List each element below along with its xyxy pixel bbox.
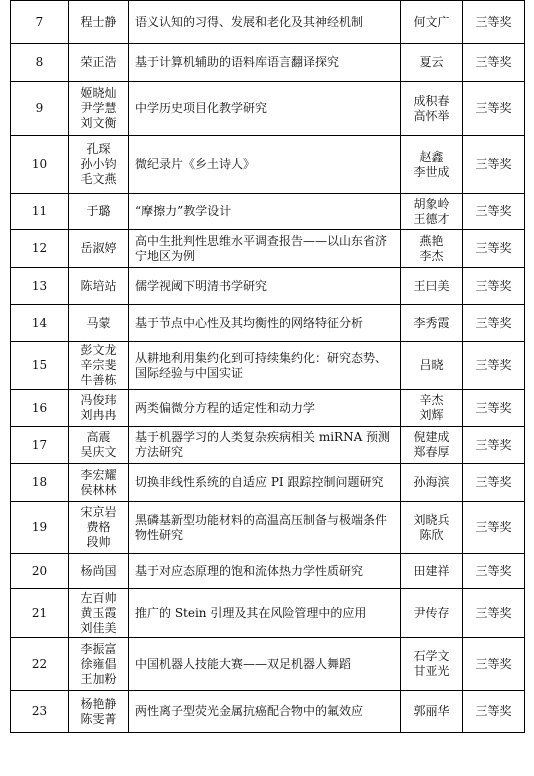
award-level: 三等奖 <box>463 305 525 342</box>
row-number: 14 <box>11 305 69 342</box>
student-name: 杨艳静 <box>80 696 117 711</box>
advisor-name: 石学文 <box>413 649 450 663</box>
table-row <box>11 427 525 464</box>
student-names-cell <box>69 342 129 390</box>
award-level: 三等奖 <box>463 268 525 305</box>
student-name: 徐雍倡 <box>80 656 117 671</box>
student-name: 马蒙 <box>86 315 111 330</box>
awards-table-body <box>11 1 525 733</box>
advisor-name: 李世成 <box>413 164 450 179</box>
project-title-cell <box>129 82 401 136</box>
advisor-names-cell <box>401 230 463 268</box>
award-level: 三等奖 <box>463 691 525 733</box>
student-name: 李宏耀 <box>80 467 117 482</box>
advisor-names-cell <box>401 390 463 427</box>
table-row <box>11 554 525 589</box>
row-number: 8 <box>11 44 69 82</box>
advisor-name: 李杰 <box>419 248 444 263</box>
project-title-cell <box>129 194 401 230</box>
advisor-name: 辛杰 <box>419 393 444 407</box>
student-name: 侯林林 <box>80 482 117 497</box>
advisor-name: 倪建成 <box>413 430 450 444</box>
project-title: 两性离子型荧光金属抗癌配合物中的氟效应 <box>135 704 364 718</box>
advisor-name: 何文广 <box>413 14 450 29</box>
award-level: 三等奖 <box>463 136 525 194</box>
advisor-names-cell <box>401 82 463 136</box>
advisor-names-cell <box>401 194 463 230</box>
project-title: 微纪录片《乡土诗人》 <box>135 157 256 171</box>
award-level: 三等奖 <box>463 1 525 44</box>
project-title-cell <box>129 390 401 427</box>
project-title-cell <box>129 342 401 390</box>
student-names-cell <box>69 427 129 464</box>
project-title-cell <box>129 1 401 44</box>
row-number: 21 <box>11 589 69 638</box>
project-title-cell <box>129 44 401 82</box>
project-title-cell <box>129 554 401 589</box>
student-name: 黄玉霞 <box>80 605 117 620</box>
project-title-cell <box>129 464 401 502</box>
project-title-cell <box>129 638 401 691</box>
table-row <box>11 44 525 82</box>
student-name: 高震 <box>86 430 111 444</box>
advisor-names-cell <box>401 589 463 638</box>
project-title-cell <box>129 427 401 464</box>
row-number: 22 <box>11 638 69 691</box>
table-row <box>11 589 525 638</box>
row-number: 12 <box>11 230 69 268</box>
project-title: “摩擦力”教学设计 <box>135 204 232 218</box>
student-names-cell <box>69 136 129 194</box>
project-title: 儒学视阈下明清书学研究 <box>135 278 268 293</box>
award-level: 三等奖 <box>463 502 525 554</box>
student-names-cell <box>69 638 129 691</box>
row-number: 20 <box>11 554 69 589</box>
project-title: 语义认知的习得、发展和老化及其神经机制 <box>135 14 364 29</box>
advisor-names-cell <box>401 44 463 82</box>
awards-table <box>10 0 525 733</box>
row-number: 18 <box>11 464 69 502</box>
advisor-names-cell <box>401 342 463 390</box>
advisor-name: 尹传存 <box>413 605 450 620</box>
project-title: 基于机器学习的人类复杂疾病相关 miRNA 预测方法研究 <box>135 430 391 459</box>
project-title-cell <box>129 230 401 268</box>
row-number: 13 <box>11 268 69 305</box>
student-name: 冯俊玮 <box>80 393 117 407</box>
student-names-cell <box>69 1 129 44</box>
award-level: 三等奖 <box>463 638 525 691</box>
advisor-names-cell <box>401 1 463 44</box>
table-row <box>11 638 525 691</box>
advisor-name: 李秀霞 <box>413 315 450 330</box>
advisor-name: 王曰美 <box>413 278 450 293</box>
award-level: 三等奖 <box>463 464 525 502</box>
student-names-cell <box>69 268 129 305</box>
advisor-names-cell <box>401 502 463 554</box>
advisor-names-cell <box>401 464 463 502</box>
project-title: 基于计算机辅助的语料库语言翻译探究 <box>135 55 340 69</box>
project-title-cell <box>129 305 401 342</box>
row-number: 19 <box>11 502 69 554</box>
advisor-names-cell <box>401 554 463 589</box>
advisor-name: 郭丽华 <box>413 704 450 718</box>
project-title-cell <box>129 502 401 554</box>
award-level: 三等奖 <box>463 230 525 268</box>
project-title-cell <box>129 589 401 638</box>
student-names-cell <box>69 44 129 82</box>
award-level: 三等奖 <box>463 427 525 464</box>
advisor-names-cell <box>401 136 463 194</box>
table-row <box>11 342 525 390</box>
table-row <box>11 691 525 733</box>
student-name: 孙小钧 <box>80 157 117 171</box>
project-title: 基于对应态原理的饱和流体热力学性质研究 <box>135 563 364 578</box>
project-title: 切换非线性系统的自适应 PI 跟踪控制问题研究 <box>135 475 384 489</box>
student-name: 段帅 <box>86 535 111 549</box>
table-row <box>11 268 525 305</box>
student-name: 刘文衡 <box>80 116 117 130</box>
project-title: 推广的 Stein 引理及其在风险管理中的应用 <box>135 605 367 620</box>
row-number: 11 <box>11 194 69 230</box>
student-names-cell <box>69 554 129 589</box>
student-name: 尹学慧 <box>80 101 117 115</box>
row-number: 7 <box>11 1 69 44</box>
student-names-cell <box>69 305 129 342</box>
student-name: 刘冉冉 <box>80 408 117 422</box>
advisor-names-cell <box>401 268 463 305</box>
row-number: 15 <box>11 342 69 390</box>
table-row <box>11 464 525 502</box>
award-level: 三等奖 <box>463 342 525 390</box>
table-row <box>11 194 525 230</box>
student-names-cell <box>69 589 129 638</box>
award-level: 三等奖 <box>463 554 525 589</box>
table-row <box>11 136 525 194</box>
advisor-name: 孙海滨 <box>413 475 450 489</box>
award-level: 三等奖 <box>463 589 525 638</box>
student-name: 姬晓灿 <box>80 86 117 100</box>
advisor-name: 刘辉 <box>419 408 444 422</box>
project-title: 高中生批判性思维水平调查报告——以山东省济宁地区为例 <box>135 233 388 263</box>
award-level: 三等奖 <box>463 44 525 82</box>
student-name: 孔琛 <box>86 142 111 156</box>
student-name: 彭文龙 <box>80 343 117 357</box>
project-title: 两类偏微分方程的适定性和动力学 <box>135 400 316 415</box>
table-row <box>11 82 525 136</box>
advisor-name: 燕艳 <box>419 233 444 248</box>
project-title: 中国机器人技能大赛——双足机器人舞蹈 <box>135 656 352 671</box>
student-name: 吴庆文 <box>80 445 117 459</box>
advisor-names-cell <box>401 691 463 733</box>
award-level: 三等奖 <box>463 82 525 136</box>
student-name: 杨尚国 <box>80 563 117 578</box>
advisor-name: 陈欣 <box>419 527 444 542</box>
advisor-name: 吕晓 <box>419 358 444 372</box>
student-name: 牛善栋 <box>80 373 117 387</box>
advisor-names-cell <box>401 638 463 691</box>
student-names-cell <box>69 194 129 230</box>
student-name: 李振富 <box>80 641 117 656</box>
advisor-name: 王德才 <box>413 211 450 226</box>
student-name: 辛宗斐 <box>80 358 117 372</box>
project-title-cell <box>129 268 401 305</box>
student-names-cell <box>69 502 129 554</box>
student-name: 费格 <box>86 520 111 534</box>
student-names-cell <box>69 464 129 502</box>
project-title-cell <box>129 136 401 194</box>
table-row <box>11 230 525 268</box>
student-name: 左百帅 <box>80 590 117 605</box>
advisor-name: 田建祥 <box>413 563 450 578</box>
student-names-cell <box>69 82 129 136</box>
advisor-name: 郑春厚 <box>413 445 450 459</box>
project-title: 基于节点中心性及其均衡性的网络特征分析 <box>135 315 364 330</box>
table-row <box>11 1 525 44</box>
project-title: 中学历史项目化教学研究 <box>135 101 268 115</box>
advisor-name: 高怀举 <box>413 108 450 123</box>
advisor-name: 夏云 <box>419 55 444 69</box>
student-name: 王加粉 <box>80 671 117 686</box>
row-number: 10 <box>11 136 69 194</box>
student-name: 陈培站 <box>80 278 117 293</box>
award-level: 三等奖 <box>463 390 525 427</box>
table-row <box>11 305 525 342</box>
table-row <box>11 390 525 427</box>
row-number: 23 <box>11 691 69 733</box>
table-row <box>11 502 525 554</box>
row-number: 17 <box>11 427 69 464</box>
project-title: 黑磷基新型功能材料的高温高压制备与极端条件物性研究 <box>135 512 388 542</box>
advisor-name: 成积春 <box>413 93 450 108</box>
student-name: 宋京岩 <box>80 505 117 519</box>
student-names-cell <box>69 691 129 733</box>
project-title: 从耕地利用集约化到可持续集约化：研究态势、国际经验与中国实证 <box>135 350 388 380</box>
row-number: 16 <box>11 390 69 427</box>
student-name: 陈雯菁 <box>80 711 117 726</box>
award-level: 三等奖 <box>463 194 525 230</box>
row-number: 9 <box>11 82 69 136</box>
advisor-name: 胡象岭 <box>413 196 450 211</box>
student-names-cell <box>69 390 129 427</box>
student-name: 毛文燕 <box>80 172 117 186</box>
advisor-names-cell <box>401 305 463 342</box>
advisor-name: 甘亚光 <box>413 664 450 678</box>
advisor-names-cell <box>401 427 463 464</box>
student-name: 荣正浩 <box>80 55 117 69</box>
advisor-name: 赵鑫 <box>419 149 444 164</box>
student-name: 程士静 <box>80 14 117 29</box>
student-name: 于璐 <box>86 204 111 218</box>
advisor-name: 刘晓兵 <box>413 512 450 527</box>
project-title-cell <box>129 691 401 733</box>
student-name: 岳淑婷 <box>80 241 117 255</box>
student-names-cell <box>69 230 129 268</box>
student-name: 刘佳美 <box>80 620 117 635</box>
